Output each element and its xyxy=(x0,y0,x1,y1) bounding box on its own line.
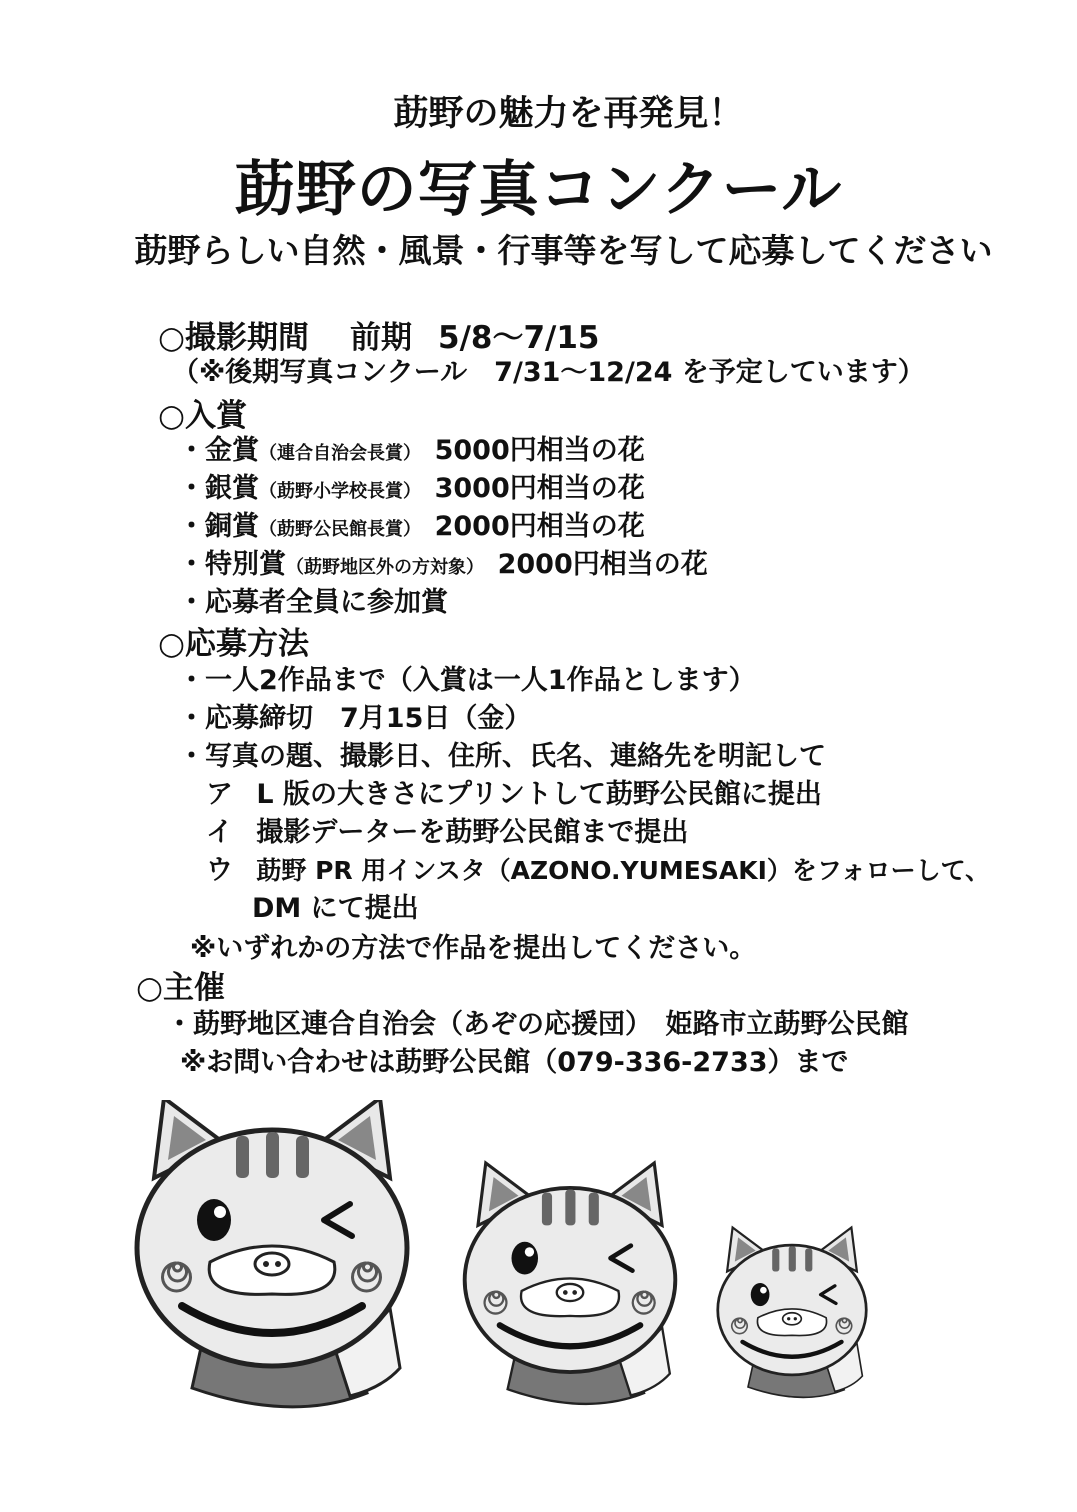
prize-item xyxy=(178,428,708,466)
apply-option xyxy=(206,810,688,849)
prize-name: ・銀賞 xyxy=(178,473,259,504)
option-mark: ア xyxy=(206,779,233,810)
prize-name: ・金賞 xyxy=(178,435,259,466)
lead-text: 莇野らしい自然・風景・行事等を写して応募してください xyxy=(134,231,993,270)
participation-prize: ・応募者全員に参加賞 xyxy=(178,587,448,618)
prize-reward: 5000円相当の花 xyxy=(434,435,645,466)
period-note: （※後期写真コンクール 7/31～12/24 を予定しています） xyxy=(172,357,925,388)
period-dates: 5/8～7/15 xyxy=(438,320,600,356)
apply-heading: ○応募方法 xyxy=(158,626,310,662)
apply-option xyxy=(206,848,990,887)
option-mark: イ xyxy=(206,817,233,848)
prize-name: ・特別賞 xyxy=(178,549,286,580)
prize-reward: 2000円相当の花 xyxy=(434,511,645,542)
apply-limit: ・一人2作品まで（入賞は一人1作品とします） xyxy=(178,665,756,696)
host-contact: ※お問い合わせは莇野公民館（079-336-2733）まで xyxy=(180,1047,849,1078)
prize-item xyxy=(178,466,708,504)
prize-reward: 3000円相当の花 xyxy=(434,473,645,504)
prize-reward: 2000円相当の花 xyxy=(497,549,708,580)
host-heading: ○主催 xyxy=(136,970,226,1006)
option-text: L 版の大きさにプリントして莇野公民館に提出 xyxy=(256,779,822,810)
apply-deadline: ・応募締切 7月15日（金） xyxy=(178,703,532,734)
period-heading: ○撮影期間 xyxy=(158,320,310,356)
prize-name: ・銅賞 xyxy=(178,511,259,542)
prize-sub: （莇野公民館長賞） xyxy=(259,519,421,540)
prize-item xyxy=(178,542,708,580)
page-title: 莇野の写真コンクール xyxy=(234,155,843,225)
mascot-group xyxy=(0,1100,1077,1420)
prize-sub: （莇野小学校長賞） xyxy=(259,481,421,502)
option-mark: ウ xyxy=(206,855,233,886)
page-subtitle: 莇野の魅力を再発見！ xyxy=(393,94,744,134)
prize-sub: （莇野地区外の方対象） xyxy=(286,557,484,578)
apply-note: ※いずれかの方法で作品を提出してください。 xyxy=(190,933,757,964)
option-text: 撮影データーを莇野公民館まで提出 xyxy=(256,817,689,848)
prizes-heading: ○入賞 xyxy=(158,398,248,434)
prize-sub: （連合自治会長賞） xyxy=(259,443,421,464)
apply-details: ・写真の題、撮影日、住所、氏名、連絡先を明記して xyxy=(178,741,826,772)
cat-mascot-icon xyxy=(465,1163,676,1404)
cat-mascot-icon xyxy=(137,1100,407,1407)
period-label: 前期 xyxy=(350,320,412,356)
host-orgs: ・莇野地区連合自治会（あぞの応援団） 姫路市立莇野公民館 xyxy=(166,1009,909,1040)
apply-option xyxy=(206,772,822,811)
prize-list xyxy=(178,428,708,618)
apply-option-cont: DM にて提出 xyxy=(252,893,419,924)
option-text: 莇野 PR 用インスタ（AZONO.YUMESAKI）をフォローして、 xyxy=(256,856,991,885)
cat-mascot-icon xyxy=(718,1228,867,1398)
prize-item xyxy=(178,504,708,542)
